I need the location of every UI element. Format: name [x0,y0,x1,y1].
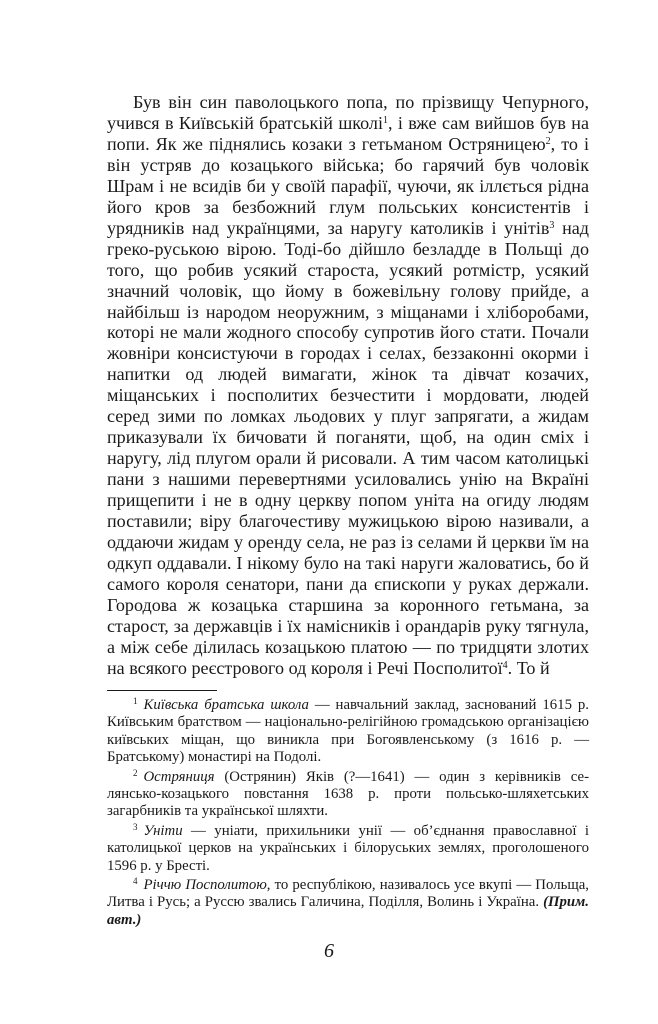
page-number: 6 [324,940,334,962]
footnote-term: Київська братська школа [143,697,309,713]
body-text-part-5: . То й [507,657,550,678]
footnote-number: 4 [133,876,138,887]
footnote-2 [107,769,589,821]
footnote-number: 2 [133,767,138,778]
body-text-part-4: над греко-руською вірою. Тоді-бо дійшло безладде в Польщі до того, що робив усякий староста, усякий ротмістр, усякий значний чоловік, що йому в божевільну голову прийде, а найбільш із народом неоружним, з міщанами і хліборобами, которі не мали жодного способу супротив його стати. Почали жовніри консистуючи в городах і селах, беззаконні окорми і напитки од людей вимагати, жінок та дівчат козачих, міщанських і посполитих безчестити і мордовати, людей серед зими по ломках льодових у плуг запрягати, а жидам приказували їх бичовати й поганяти, щоб, на один сміх і наругу, лід плугом орали й рисовали. А тим часом католицькі пани з нашими перевертнями усиловались унію на Вкраїні прищепити і не в одну церкву попом уніта на огиду людям поставили; віру благочестиву мужицькою вірою називали, а оддаючи жидам у оренду села, не раз із селами й церкви їм на одкуп оддавали. І нікому було на такі наруги жаловатись, бо й самого короля сенатори, пани да єпископи у руках держали. Городова ж козацька старшина за коронного гетьмана, за старост, за державців і їх намісників і орандарів руку тягнула, а між себе ділилась козацькою платою — по тридцяти злотих на всякого реєстрового од короля і Речі Посполитої [107,217,590,678]
body-text-part-3: , то і він устряв до козацького війська; бо гарячий був чоловік Шрам і не всидів би у своїй парафії, чуючи, як іллється рідна його кров за безбожний глум польських консистентів і урядників над українцями, за наругу католиків і унітів [107,133,589,238]
footnote-ref-1: 1 [383,114,388,126]
footnote-ref-2: 2 [545,135,551,147]
body-paragraph [107,92,589,679]
footnote-term: Річчю Посполитою [143,877,267,894]
footnote-divider [107,690,217,691]
body-text-part-1: Був він син паволоцького попа, по прізвищу Чепурного, учився в Київській братській школі [107,92,589,133]
footnote-3 [107,823,589,875]
footnote-number: 1 [133,696,138,706]
footnote-ref-4: 4 [502,659,508,671]
footnote-text: — навчальний заклад, заснований 1615 р. Київським братством — національно-релігійною громадською організацією київських міщан, що виникла при Богоявленському (з 1616 р. — Братському) монастирі на Подолі. [107,697,589,766]
footnote-1 [107,697,589,767]
footnote-4 [107,877,589,929]
footnote-text: , то республікою, називалось усе вкупі — Польща, Литва і Русь; а Руссю звались Галичина, Поділля, Волинь і Україна. [107,877,589,911]
footnotes-block [107,697,589,931]
footnote-text: — уніати, прихильники унії — об’єднання православної і католицької церков на українських і білоруських землях, проголошеного 1596 р. у Бресті. [107,822,589,874]
footnote-number: 3 [133,821,138,832]
body-text-part-2: , і вже сам вийшов був на попи. Як же піднялись козаки з гетьманом Остряницею [107,112,589,154]
footnote-term: Уніти [143,822,183,839]
main-text-block [107,92,589,679]
footnote-term: Остряниця [143,768,215,785]
footnote-ref-3: 3 [549,219,555,231]
footnote-text: (Острянин) Яків (?—1641) — один з керівників селянсько-козацького повстання 1638 р. проти польсько-шляхетських загарбників та української шляхти. [107,768,589,820]
author-note: (Прим. авт.) [107,894,589,928]
